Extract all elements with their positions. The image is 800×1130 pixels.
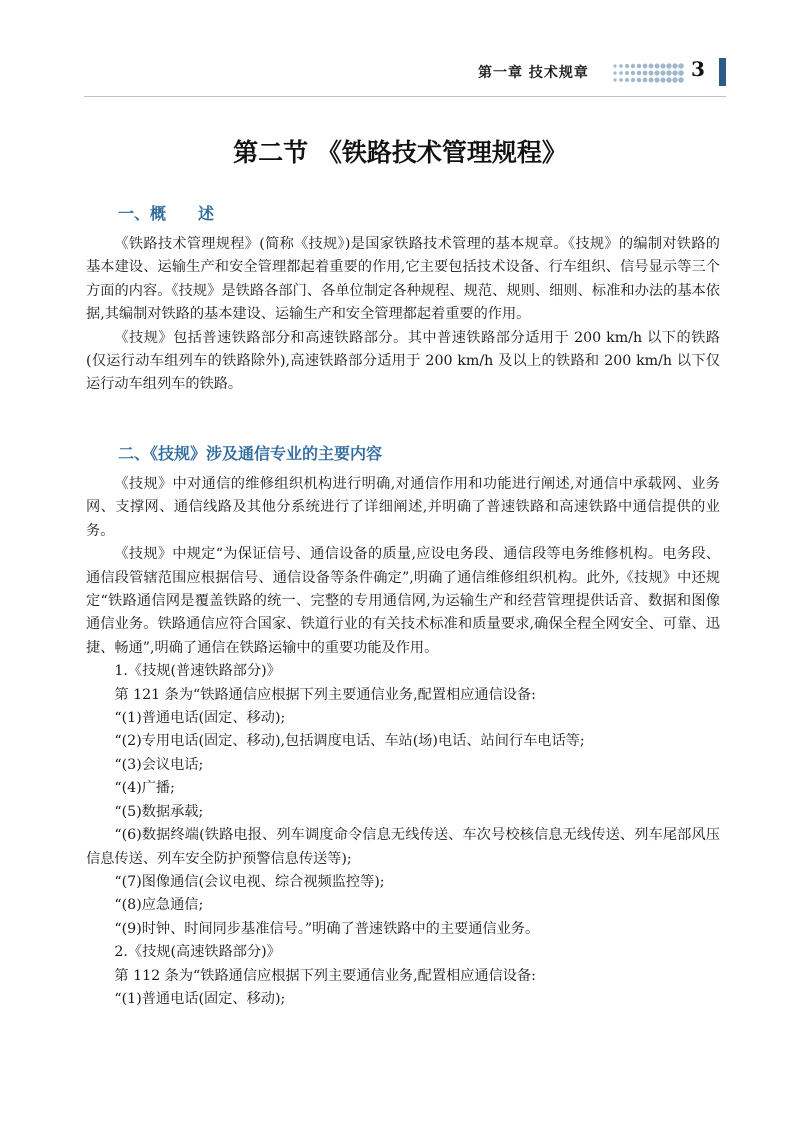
- list-item: “(4)广播;: [114, 780, 175, 797]
- paragraph: 《技规》中规定“为保证信号、通信设备的质量,应设电务段、通信段等电务维修机构。电务段、通信段管辖范围应根据信号、通信设备等条件确定”,明确了通信维修组织机构。此外,《技规》中还规定“铁路通信网是覆盖铁路的统一、完整的专用通信网,为运输生产和经营管理提供话音、数据和图像通信业务。铁路通信应符合国家、铁道行业的有关技术标准和质量要求,确保全程全网安全、可靠、迅捷、畅通”,明确了通信在铁路运输中的重要功能及作用。: [86, 546, 720, 656]
- list-item: 1.《技规(普速铁路部分)》: [114, 663, 281, 680]
- paragraph: 《铁路技术管理规程》(简称《技规》)是国家铁路技术管理的基本规章。《技规》的编制对铁路的基本建设、运输生产和安全管理都起着重要的作用,它主要包括技术设备、行车组织、信号显示等三个方面的内容。《技规》是铁路各部门、各单位制定各种规程、规范、规则、细则、标准和办法的基本依据,其编制对铁路的基本建设、运输生产和安全管理都起着重要的作用。: [86, 236, 720, 323]
- paragraph: 《技规》中对通信的维修组织机构进行明确,对通信作用和功能进行阐述,对通信中承载网、业务网、支撑网、通信线路及其他分系统进行了详细阐述,并明确了普速铁路和高速铁路中通信提供的业务。: [86, 476, 720, 539]
- communication-body: [86, 473, 720, 1011]
- list-item: “(9)时钟、时间同步基准信号。”明确了普速铁路中的主要通信业务。: [114, 920, 540, 937]
- paragraph: 《技规》包括普速铁路部分和高速铁路部分。其中普速铁路部分适用于 200 km/h 以下的铁路(仅运行动车组列车的铁路除外),高速铁路部分适用于 200 km/h 及以上的铁路和 200 km/h 以下仅运行动车组列车的铁路。: [86, 329, 720, 393]
- list-item: “(7)图像通信(会议电视、综合视频监控等);: [114, 873, 385, 890]
- list-item: “(1)普通电话(固定、移动);: [114, 990, 286, 1007]
- header-accent-bar: [719, 58, 726, 86]
- list-item: “(2)专用电话(固定、移动),包括调度电话、车站(场)电话、站间行车电话等;: [114, 733, 585, 750]
- list-item: 第 112 条为“铁路通信应根据下列主要通信业务,配置相应通信设备:: [114, 967, 536, 984]
- list-item: “(1)普通电话(固定、移动);: [114, 710, 286, 727]
- list-item: “(5)数据承载;: [114, 803, 204, 820]
- decorative-dots-icon: [612, 62, 690, 84]
- heading-communication-content: 二、《技规》涉及通信专业的主要内容: [118, 444, 383, 463]
- list-item: 2.《技规(高速铁路部分)》: [114, 944, 281, 961]
- list-item: “(8)应急通信;: [114, 897, 204, 914]
- heading-overview: 一、概 述: [118, 204, 215, 223]
- page-header: [0, 0, 800, 100]
- page-number: 3: [691, 57, 705, 81]
- list-item: “(6)数据终端(铁路电报、列车调度命令信息无线传送、车次号校核信息无线传送、列车尾部风压信息传送、列车安全防护预警信息传送等);: [86, 827, 720, 867]
- list-item: 第 121 条为“铁路通信应根据下列主要通信业务,配置相应通信设备:: [114, 686, 536, 703]
- section-title: 第二节 《铁路技术管理规程》: [233, 138, 567, 167]
- chapter-title: 第一章 技术规章: [478, 65, 589, 81]
- header-divider: [84, 96, 726, 97]
- overview-body: [86, 233, 720, 397]
- list-item: “(3)会议电话;: [114, 756, 204, 773]
